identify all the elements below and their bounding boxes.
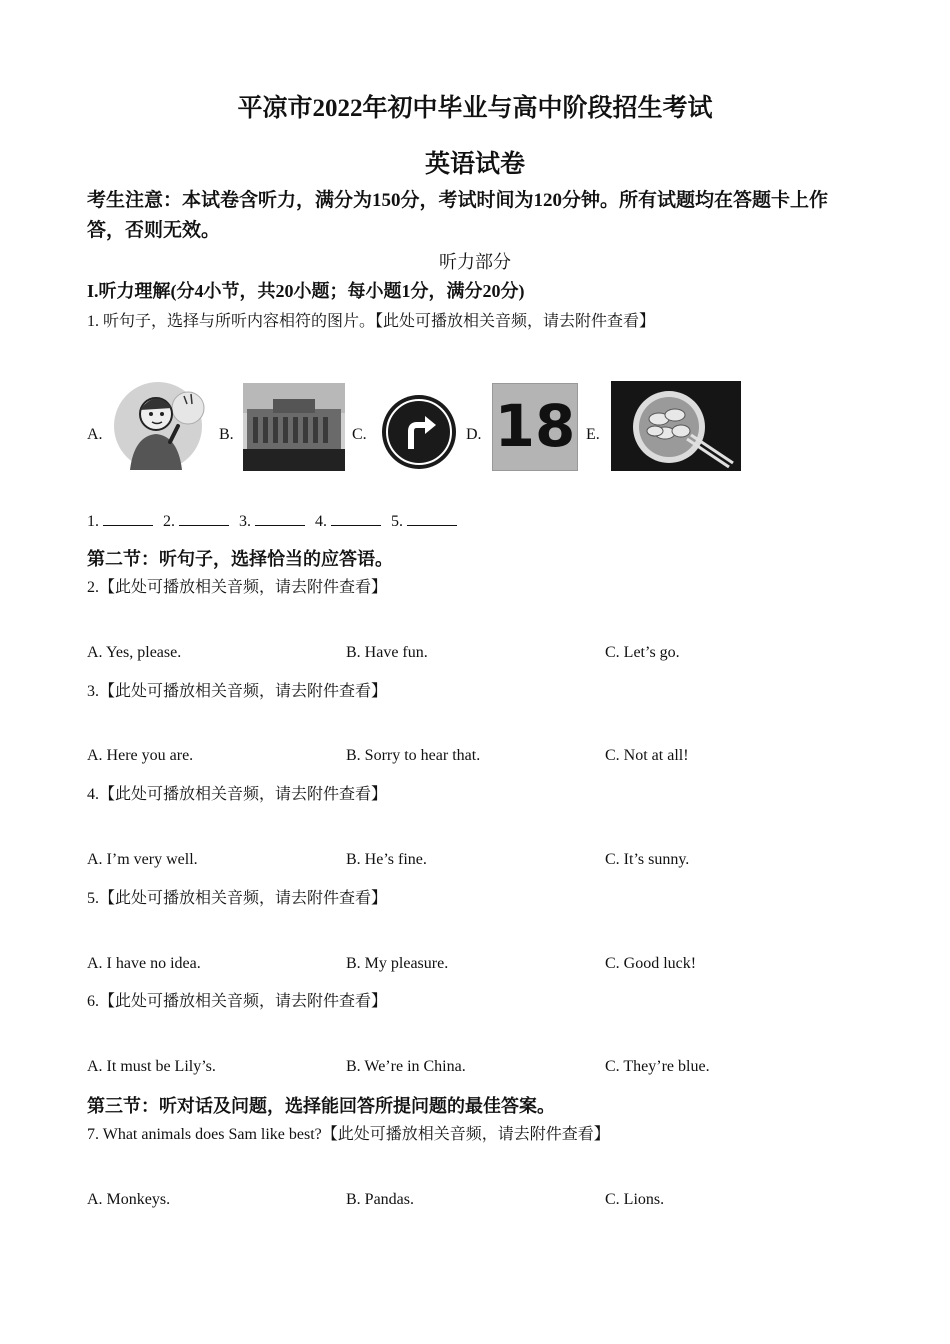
question-1-stem: 1. 听句子，选择与所听内容相符的图片。【此处可播放相关音频，请去附件查看】: [87, 313, 656, 330]
question-5-option-c: C. Good luck!: [605, 955, 697, 972]
option-b-label: B.: [219, 426, 234, 443]
option-c-label: C.: [352, 426, 367, 443]
number-18-icon: [492, 383, 578, 471]
question-2-option-b: B. Have fun.: [346, 644, 428, 661]
blank-2-label: 2.: [163, 513, 175, 530]
option-a-label: A.: [87, 426, 103, 443]
blank-4[interactable]: [331, 511, 381, 526]
question-6-option-a: A. It must be Lily’s.: [87, 1058, 216, 1075]
question-7-option-c: C. Lions.: [605, 1191, 665, 1208]
question-6-option-b: B. We’re in China.: [346, 1058, 466, 1075]
question-2-option-c: C. Let’s go.: [605, 644, 680, 661]
food-bowl-photo-icon: [611, 381, 741, 471]
option-d-label: D.: [466, 426, 482, 443]
question-4-option-c: C. It’s sunny.: [605, 851, 690, 868]
blank-1-label: 1.: [87, 513, 99, 530]
number-18-text: 18: [494, 392, 576, 460]
question-6-stem: 6.【此处可播放相关音频，请去附件查看】: [87, 993, 388, 1010]
question-3-stem: 3.【此处可播放相关音频，请去附件查看】: [87, 683, 388, 700]
question-4-option-a: A. I’m very well.: [87, 851, 198, 868]
question-2-option-a: A. Yes, please.: [87, 644, 182, 661]
question-3-option-b: B. Sorry to hear that.: [346, 747, 481, 764]
question-6-option-c: C. They’re blue.: [605, 1058, 710, 1075]
answer-blanks: [87, 511, 463, 531]
question-5-option-a: A. I have no idea.: [87, 955, 201, 972]
question-5-option-b: B. My pleasure.: [346, 955, 449, 972]
section2-heading: 第二节：听句子，选择恰当的应答语。: [87, 549, 393, 569]
question-3-option-c: C. Not at all!: [605, 747, 689, 764]
blank-3-label: 3.: [239, 513, 251, 530]
blank-5[interactable]: [407, 511, 457, 526]
section3-heading: 第三节：听对话及问题，选择能回答所提问题的最佳答案。: [87, 1096, 555, 1116]
question-2-stem: 2.【此处可播放相关音频，请去附件查看】: [87, 579, 388, 596]
part-title: 听力部分: [439, 252, 511, 272]
exam-subtitle: 英语试卷: [424, 151, 525, 178]
blank-5-label: 5.: [391, 513, 403, 530]
blank-4-label: 4.: [315, 513, 327, 530]
building-photo-icon: [243, 383, 345, 471]
section1-heading: I.听力理解(分4小节，共20小题；每小题1分，满分20分): [87, 281, 525, 301]
blank-1[interactable]: [103, 511, 153, 526]
question-5-stem: 5.【此处可播放相关音频，请去附件查看】: [87, 890, 388, 907]
option-e-label: E.: [586, 426, 600, 443]
question-7-option-a: A. Monkeys.: [87, 1191, 171, 1208]
person-thinking-icon: [112, 380, 206, 472]
turn-right-sign-icon: [380, 393, 458, 471]
exam-title: 平凉市2022年初中毕业与高中阶段招生考试: [237, 95, 713, 122]
question-4-option-b: B. He’s fine.: [346, 851, 427, 868]
exam-notice: 考生注意：本试卷含听力，满分为150分，考试时间为120分钟。所有试题均在答题卡上作答，否则无效。: [87, 190, 829, 241]
question-3-option-a: A. Here you are.: [87, 747, 194, 764]
blank-2[interactable]: [179, 511, 229, 526]
question-4-stem: 4.【此处可播放相关音频，请去附件查看】: [87, 786, 388, 803]
blank-3[interactable]: [255, 511, 305, 526]
question-7-option-b: B. Pandas.: [346, 1191, 414, 1208]
question-7-stem: 7. What animals does Sam like best?【此处可播放相关音频，请去附件查看】: [87, 1126, 610, 1143]
